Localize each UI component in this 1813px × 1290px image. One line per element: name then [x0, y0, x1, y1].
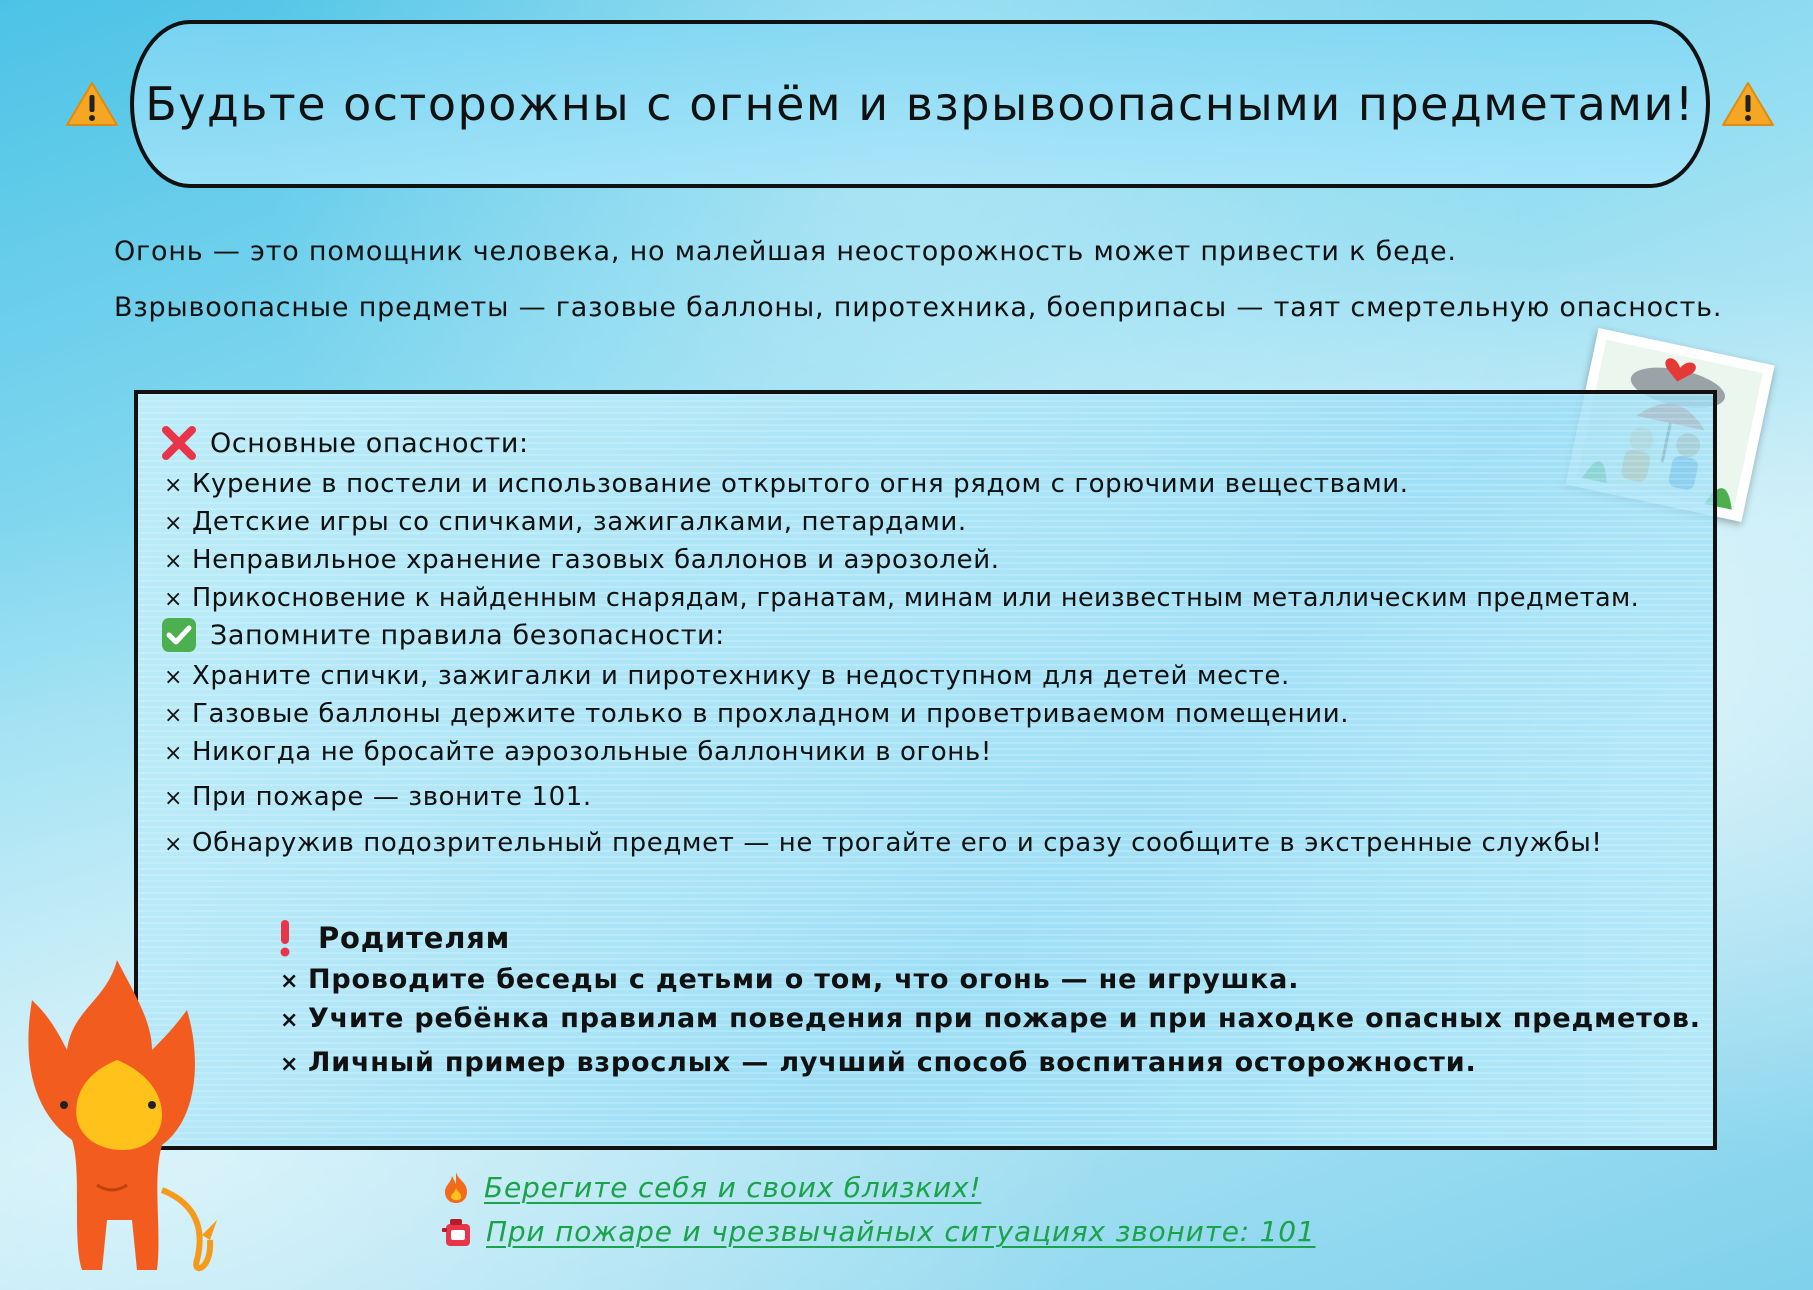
danger-item: × Неправильное хранение газовых баллонов и аэрозолей.	[164, 545, 1000, 575]
rule-item: × Обнаружив подозрительный предмет — не трогайте его и сразу сообщите в экстренные службы!	[164, 828, 1603, 858]
bullet-mark: ×	[164, 511, 184, 536]
safety-info-panel	[134, 390, 1717, 1150]
bullet-mark: ×	[280, 969, 300, 994]
parents-item: × Проводите беседы с детьми о том, что огонь — не игрушка.	[280, 964, 1300, 995]
bullet-mark: ×	[164, 832, 184, 857]
parents-item: × Личный пример взрослых — лучший способ воспитания осторожности.	[280, 1047, 1477, 1078]
danger-item: × Прикосновение к найденным снарядам, гранатам, минам или неизвестным металлическим предметам.	[164, 583, 1640, 613]
dangers-heading-row	[160, 424, 529, 462]
warning-icon	[1721, 81, 1775, 127]
danger-item: × Курение в постели и использование открытого огня рядом с горючими веществами.	[164, 469, 1409, 499]
rules-heading: Запомните правила безопасности:	[210, 619, 725, 651]
rule-item: × Газовые баллоны держите только в прохладном и проветриваемом помещении.	[164, 699, 1350, 729]
bullet-mark: ×	[280, 1052, 300, 1077]
intro-paragraph-1: Огонь — это помощник человека, но малейшая неосторожность может привести к беде.	[114, 236, 1457, 267]
fire-extinguisher-icon	[440, 1216, 474, 1248]
flame-mascot-illustration	[12, 940, 222, 1290]
footer-line-2	[440, 1215, 1316, 1248]
bullet-mark: ×	[164, 549, 184, 574]
bullet-mark: ×	[164, 587, 183, 612]
parents-item: × Учите ребёнка правилам поведения при пожаре и при находке опасных предметов.	[280, 1003, 1701, 1034]
parents-heading: Родителям	[318, 921, 511, 955]
warning-icon	[65, 81, 119, 127]
exclamation-icon	[278, 919, 292, 957]
cross-mark-icon	[160, 424, 198, 462]
footer-emergency-number: При пожаре и чрезвычайных ситуациях звоните: 101	[486, 1215, 1316, 1248]
rule-item: × При пожаре — звоните 101.	[164, 782, 592, 812]
title-banner	[130, 20, 1710, 188]
footer-line-1	[440, 1170, 981, 1204]
parents-heading-row	[278, 919, 510, 957]
bullet-mark: ×	[164, 741, 184, 766]
dangers-heading: Основные опасности:	[210, 427, 529, 459]
rule-item: × Никогда не бросайте аэрозольные баллончики в огонь!	[164, 737, 992, 767]
intro-paragraph-2: Взрывоопасные предметы — газовые баллоны, пиротехника, боеприпасы — таят смертельную опасность.	[114, 292, 1723, 323]
danger-item: × Детские игры со спичками, зажигалками, петардами.	[164, 507, 967, 537]
bullet-mark: ×	[164, 473, 184, 498]
rules-heading-row	[160, 616, 725, 654]
fire-icon	[440, 1170, 472, 1204]
rule-item: × Храните спички, зажигалки и пиротехнику в недоступном для детей месте.	[164, 661, 1290, 691]
bullet-mark: ×	[280, 1008, 300, 1033]
page-title: Будьте осторожны с огнём и взрывоопасными предметами!	[145, 77, 1695, 131]
bullet-mark: ×	[164, 786, 184, 811]
footer-slogan: Берегите себя и своих близких!	[484, 1170, 982, 1204]
bullet-mark: ×	[164, 703, 184, 728]
check-mark-icon	[160, 616, 198, 654]
bullet-mark: ×	[164, 665, 184, 690]
